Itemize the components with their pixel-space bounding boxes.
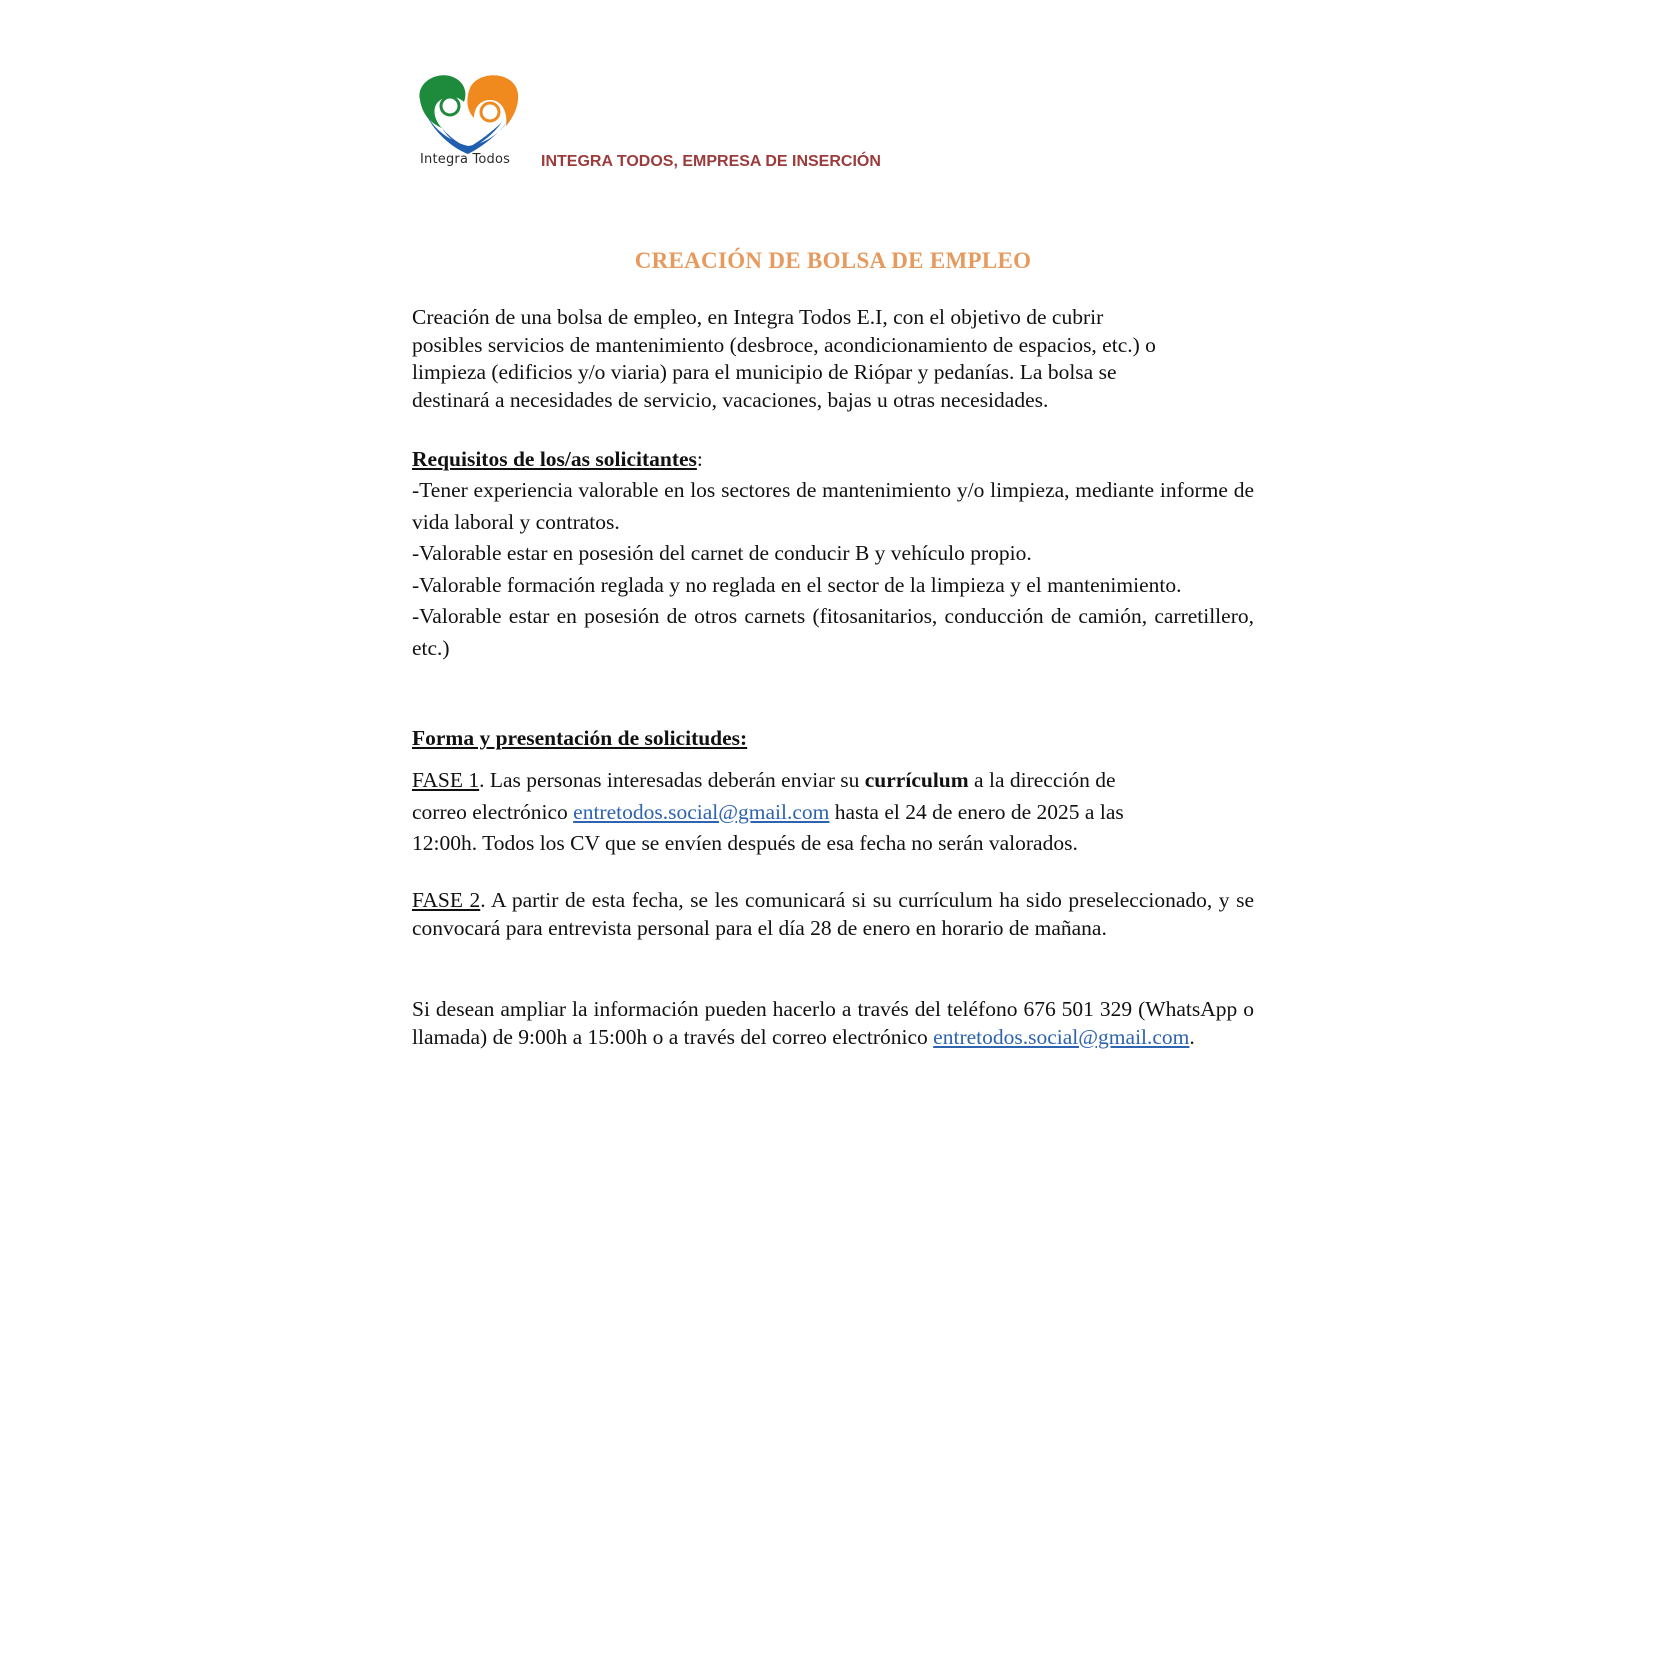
fase2-text: . A partir de esta fecha, se les comunicará si su currículum ha sido preseleccionado, y se convocará para entrevista personal para el día 28 de enero en horario de mañana. xyxy=(412,888,1254,940)
info-end: . xyxy=(1189,1024,1195,1049)
requirement-item: -Tener experiencia valorable en los sectores de mantenimiento y/o limpieza, mediante informe de vida laboral y contratos. xyxy=(412,478,1254,534)
fase1-text: . Las personas interesadas deberán enviar su xyxy=(479,768,865,792)
logo-caption: Integra Todos xyxy=(420,152,511,167)
org-name: INTEGRA TODOS, EMPRESA DE INSERCIÓN xyxy=(541,153,881,170)
document-title: CREACIÓN DE BOLSA DE EMPLEO xyxy=(634,248,1032,273)
requirement-item: -Valorable estar en posesión de otros carnets (fitosanitarios, conducción de camión, carretillero, etc.) xyxy=(412,604,1254,660)
fase1-line xyxy=(412,797,1254,829)
fase2-text-block xyxy=(412,887,1254,942)
fase2-label: FASE 2 xyxy=(412,888,481,912)
requirements-list xyxy=(412,475,1254,664)
info-paragraph xyxy=(412,996,1254,1051)
fase1-paragraph xyxy=(412,765,1254,860)
intro-line: limpieza (edificios y/o viaria) para el municipio de Riópar y pedanías. La bolsa se xyxy=(412,360,1117,384)
fase1-text: a la dirección de xyxy=(968,768,1116,792)
info-email-link[interactable]: entretodos.social@gmail.com xyxy=(933,1024,1190,1049)
requirement-item: -Valorable formación reglada y no reglada en el sector de la limpieza y el mantenimiento. xyxy=(412,572,1182,597)
info-text-block xyxy=(412,996,1254,1051)
fase1-text: correo electrónico xyxy=(412,799,574,824)
fase1-label: FASE 1 xyxy=(412,768,480,792)
intro-line: destinará a necesidades de servicio, vacaciones, bajas u otras necesidades. xyxy=(412,387,1049,412)
fase2-paragraph xyxy=(412,887,1254,942)
fase1-bold-word: currículum xyxy=(864,768,969,792)
fase1-text: hasta el 24 de enero de 2025 a las xyxy=(829,799,1124,824)
requirements-heading-text: Requisitos de los/as solicitantes xyxy=(412,447,697,471)
intro-paragraph xyxy=(412,304,1254,414)
forma-heading: Forma y presentación de solicitudes: xyxy=(412,726,748,750)
intro-line: posibles servicios de mantenimiento (desbroce, acondicionamiento de espacios, etc.) o xyxy=(412,332,1156,357)
intro-line: Creación de una bolsa de empleo, en Integra Todos E.I, con el objetivo de cubrir xyxy=(412,305,1104,329)
fase1-line: 12:00h. Todos los CV que se envíen después de esa fecha no serán valorados. xyxy=(412,831,1078,855)
requirements-heading-colon: : xyxy=(696,447,703,471)
fase1-email-link[interactable]: entretodos.social@gmail.com xyxy=(573,799,830,824)
info-text: Si desean ampliar la información pueden hacerlo a través del teléfono 676 501 329 (WhatsApp o llamada) de 9:00h a 15:00h o a través del correo electrónico xyxy=(412,997,1254,1049)
requirement-item: -Valorable estar en posesión del carnet de conducir B y vehículo propio. xyxy=(412,541,1032,565)
fase1-line xyxy=(412,765,1254,797)
requirements-heading xyxy=(412,444,1254,475)
